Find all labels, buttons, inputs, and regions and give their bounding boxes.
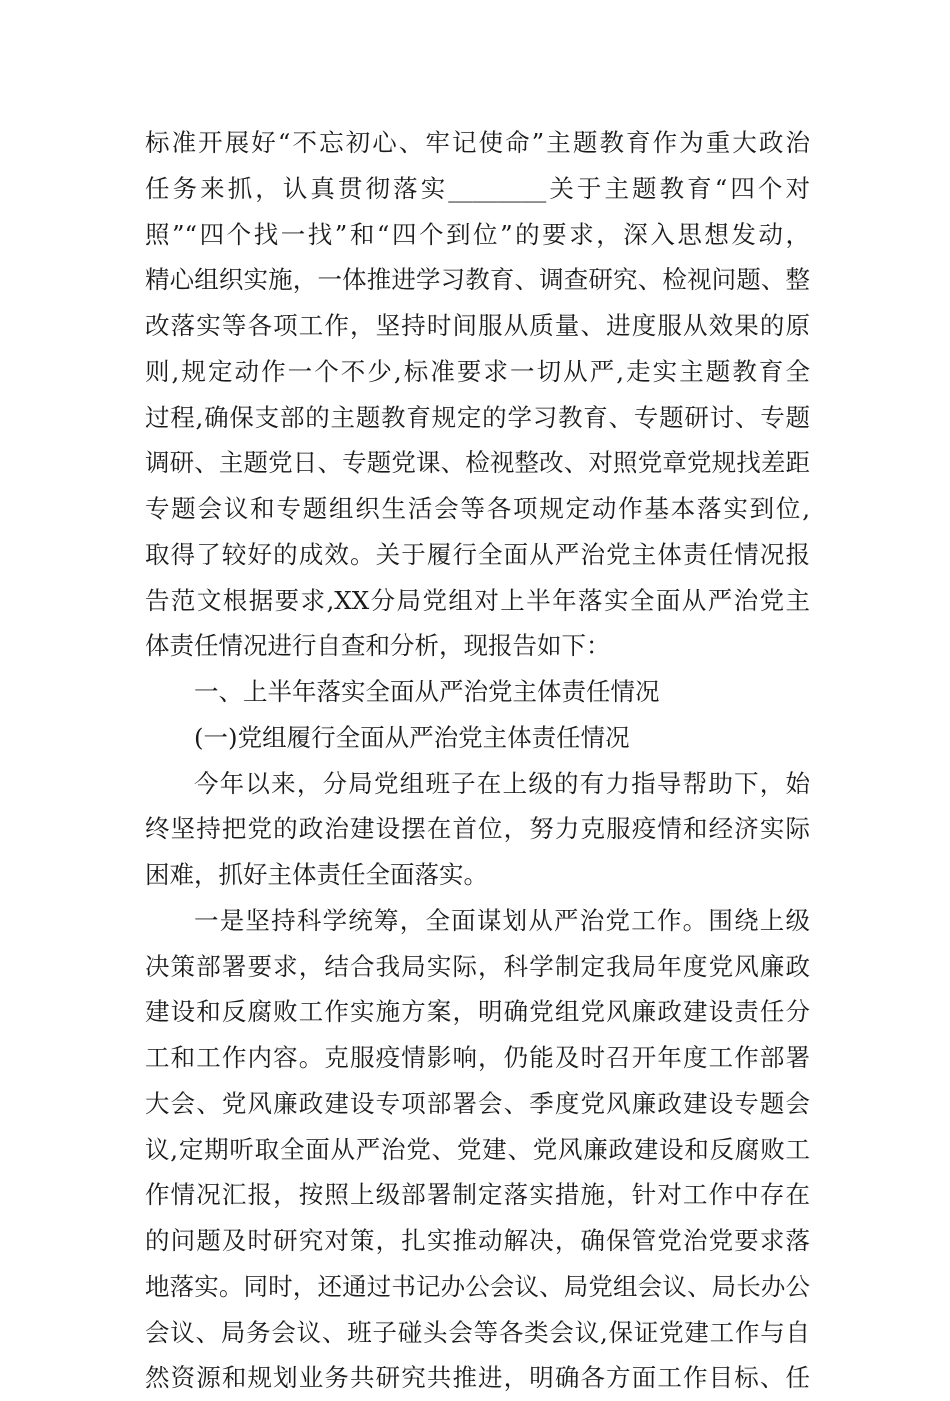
text-line: 议,定期听取全面从严治党、党建、党风廉政建设和反腐败工 bbox=[145, 1134, 810, 1164]
text-line: 地落实。同时，还通过书记办公会议、局党组会议、局长办公 bbox=[145, 1271, 810, 1301]
text-line: 今年以来，分局党组班子在上级的有力指导帮助下，始 bbox=[194, 768, 810, 798]
text-line: 标准开展好“不忘初心、牢记使命”主题教育作为重大政治 bbox=[145, 128, 810, 157]
text-line: 调研、主题党日、专题党课、检视整改、对照党章党规找差距 bbox=[145, 448, 810, 478]
text-line: 专题会议和专题组织生活会等各项规定动作基本落实到位, bbox=[145, 494, 810, 523]
document-body bbox=[145, 120, 810, 1401]
text-line: 困难，抓好主体责任全面落实。 bbox=[145, 860, 488, 889]
text-line: 改落实等各项工作，坚持时间服从质量、进度服从效果的原 bbox=[145, 311, 810, 340]
text-line: 的问题及时研究对策，扎实推动解决，确保管党治党要求落 bbox=[145, 1226, 810, 1255]
text-line: 一是坚持科学统筹，全面谋划从严治党工作。围绕上级 bbox=[194, 905, 810, 935]
subsection-heading: (一)党组履行全面从严治党主体责任情况 bbox=[194, 722, 630, 752]
text-line: 则,规定动作一个不少,标准要求一切从严,走实主题教育全 bbox=[145, 356, 810, 386]
text-line: 任务来抓，认真贯彻落实________关于主题教育“四个对 bbox=[145, 173, 810, 203]
text-line: 工和工作内容。克服疫情影响，仍能及时召开年度工作部署 bbox=[145, 1043, 810, 1072]
text-line: 告范文根据要求,XX分局党组对上半年落实全面从严治党主 bbox=[145, 585, 810, 615]
text-line: 大会、党风廉政建设专项部署会、季度党风廉政建设专题会 bbox=[145, 1088, 810, 1118]
text-line: 过程,确保支部的主题教育规定的学习教育、专题研讨、专题 bbox=[145, 402, 810, 432]
text-line: 作情况汇报，按照上级部署制定落实措施，针对工作中存在 bbox=[145, 1180, 810, 1210]
section-heading: 一、上半年落实全面从严治党主体责任情况 bbox=[194, 677, 660, 706]
text-line: 会议、局务会议、班子碰头会等各类会议,保证党建工作与自 bbox=[145, 1317, 810, 1347]
text-line: 照”“四个找一找”和“四个到位”的要求，深入思想发动， bbox=[145, 219, 810, 249]
text-line: 取得了较好的成效。关于履行全面从严治党主体责任情况报 bbox=[145, 539, 810, 569]
text-line: 建设和反腐败工作实施方案，明确党组党风廉政建设责任分 bbox=[145, 997, 810, 1027]
text-line: 决策部署要求，结合我局实际，科学制定我局年度党风廉政 bbox=[145, 951, 810, 981]
text-line: 终坚持把党的政治建设摆在首位，努力克服疫情和经济实际 bbox=[145, 814, 810, 844]
text-line: 体责任情况进行自查和分析，现报告如下： bbox=[145, 631, 611, 661]
text-line: 然资源和规划业务共研究共推进，明确各方面工作目标、任 bbox=[145, 1363, 810, 1393]
text-line: 精心组织实施，一体推进学习教育、调查研究、检视问题、整 bbox=[145, 265, 810, 295]
